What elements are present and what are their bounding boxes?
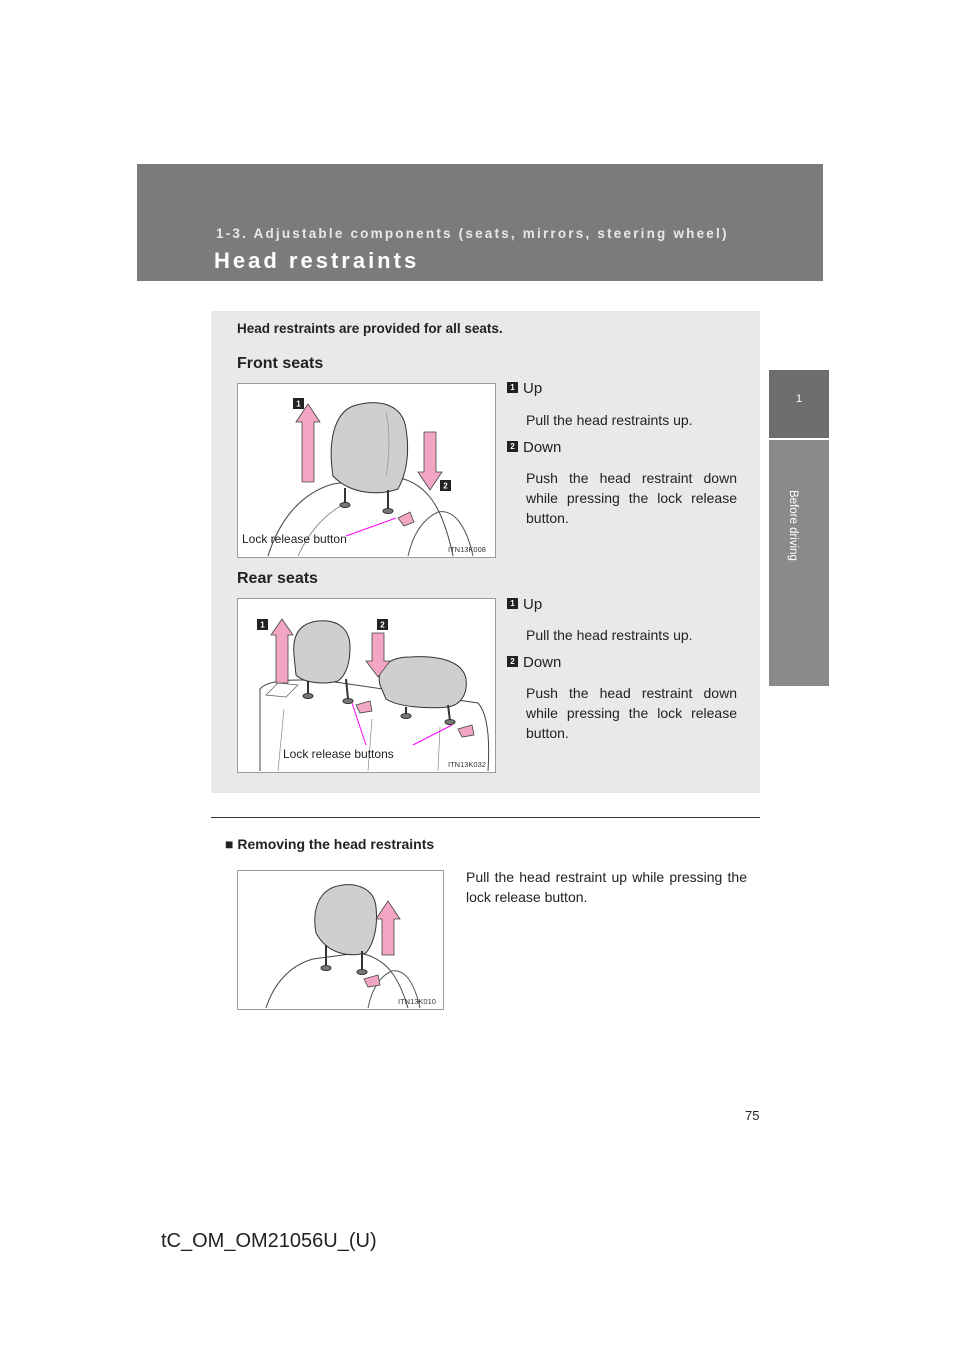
section-breadcrumb: 1-3. Adjustable components (seats, mirrors, steering wheel) xyxy=(216,226,729,241)
page-title: Head restraints xyxy=(214,248,420,273)
front-step-down-label: Down xyxy=(523,439,562,456)
front-seat-figure xyxy=(237,383,496,558)
chapter-tab xyxy=(769,440,829,686)
svg-text:1: 1 xyxy=(296,399,301,409)
front-step-up-title xyxy=(507,380,542,397)
rear-step-up-desc: Pull the head restraints up. xyxy=(526,627,693,643)
step-number-badge: 1 xyxy=(507,382,518,393)
chapter-tab-label: Before driving xyxy=(787,490,799,561)
rear-step-down-title xyxy=(507,654,561,671)
rear-step-down-label: Down xyxy=(523,654,562,671)
removing-heading: ■ Removing the head restraints xyxy=(225,836,435,852)
section-divider xyxy=(211,817,760,818)
front-step-down-desc: Push the head restraint down while pressing the lock release button. xyxy=(526,470,737,526)
chapter-tab-number: 1 xyxy=(769,370,829,438)
rear-lock-release-label: Lock release buttons xyxy=(283,747,394,761)
removing-desc: Pull the head restraint up while pressing the lock release button. xyxy=(466,869,747,905)
step-number-badge: 2 xyxy=(507,441,518,452)
svg-text:2: 2 xyxy=(380,620,385,630)
front-step-up-desc: Pull the head restraints up. xyxy=(526,412,693,428)
section-header xyxy=(137,164,823,281)
removing-figure-code: ITN13K010 xyxy=(398,997,436,1006)
step-number-badge: 1 xyxy=(507,598,518,609)
front-lock-release-label: Lock release button xyxy=(242,532,347,546)
front-step-down-title xyxy=(507,439,561,456)
rear-figure-code: ITN13K032 xyxy=(448,760,486,769)
removing-illustration xyxy=(238,871,443,1009)
intro-text: Head restraints are provided for all seats. xyxy=(237,321,503,336)
rear-step-up-label: Up xyxy=(523,596,543,613)
front-step-up-label: Up xyxy=(523,380,543,397)
step-number-badge: 2 xyxy=(507,656,518,667)
rear-seat-figure xyxy=(237,598,496,773)
rear-seats-heading: Rear seats xyxy=(237,570,318,587)
front-figure-code: ITN13K008 xyxy=(448,545,486,554)
document-footer-code: tC_OM_OM21056U_(U) xyxy=(161,1230,377,1252)
svg-text:1: 1 xyxy=(260,620,265,630)
rear-step-up-title xyxy=(507,596,542,613)
svg-text:2: 2 xyxy=(443,481,448,491)
rear-step-down-desc: Push the head restraint down while pressing the lock release button. xyxy=(526,685,737,741)
page-number: 75 xyxy=(745,1108,760,1123)
front-seats-heading: Front seats xyxy=(237,355,324,372)
removing-figure xyxy=(237,870,444,1010)
